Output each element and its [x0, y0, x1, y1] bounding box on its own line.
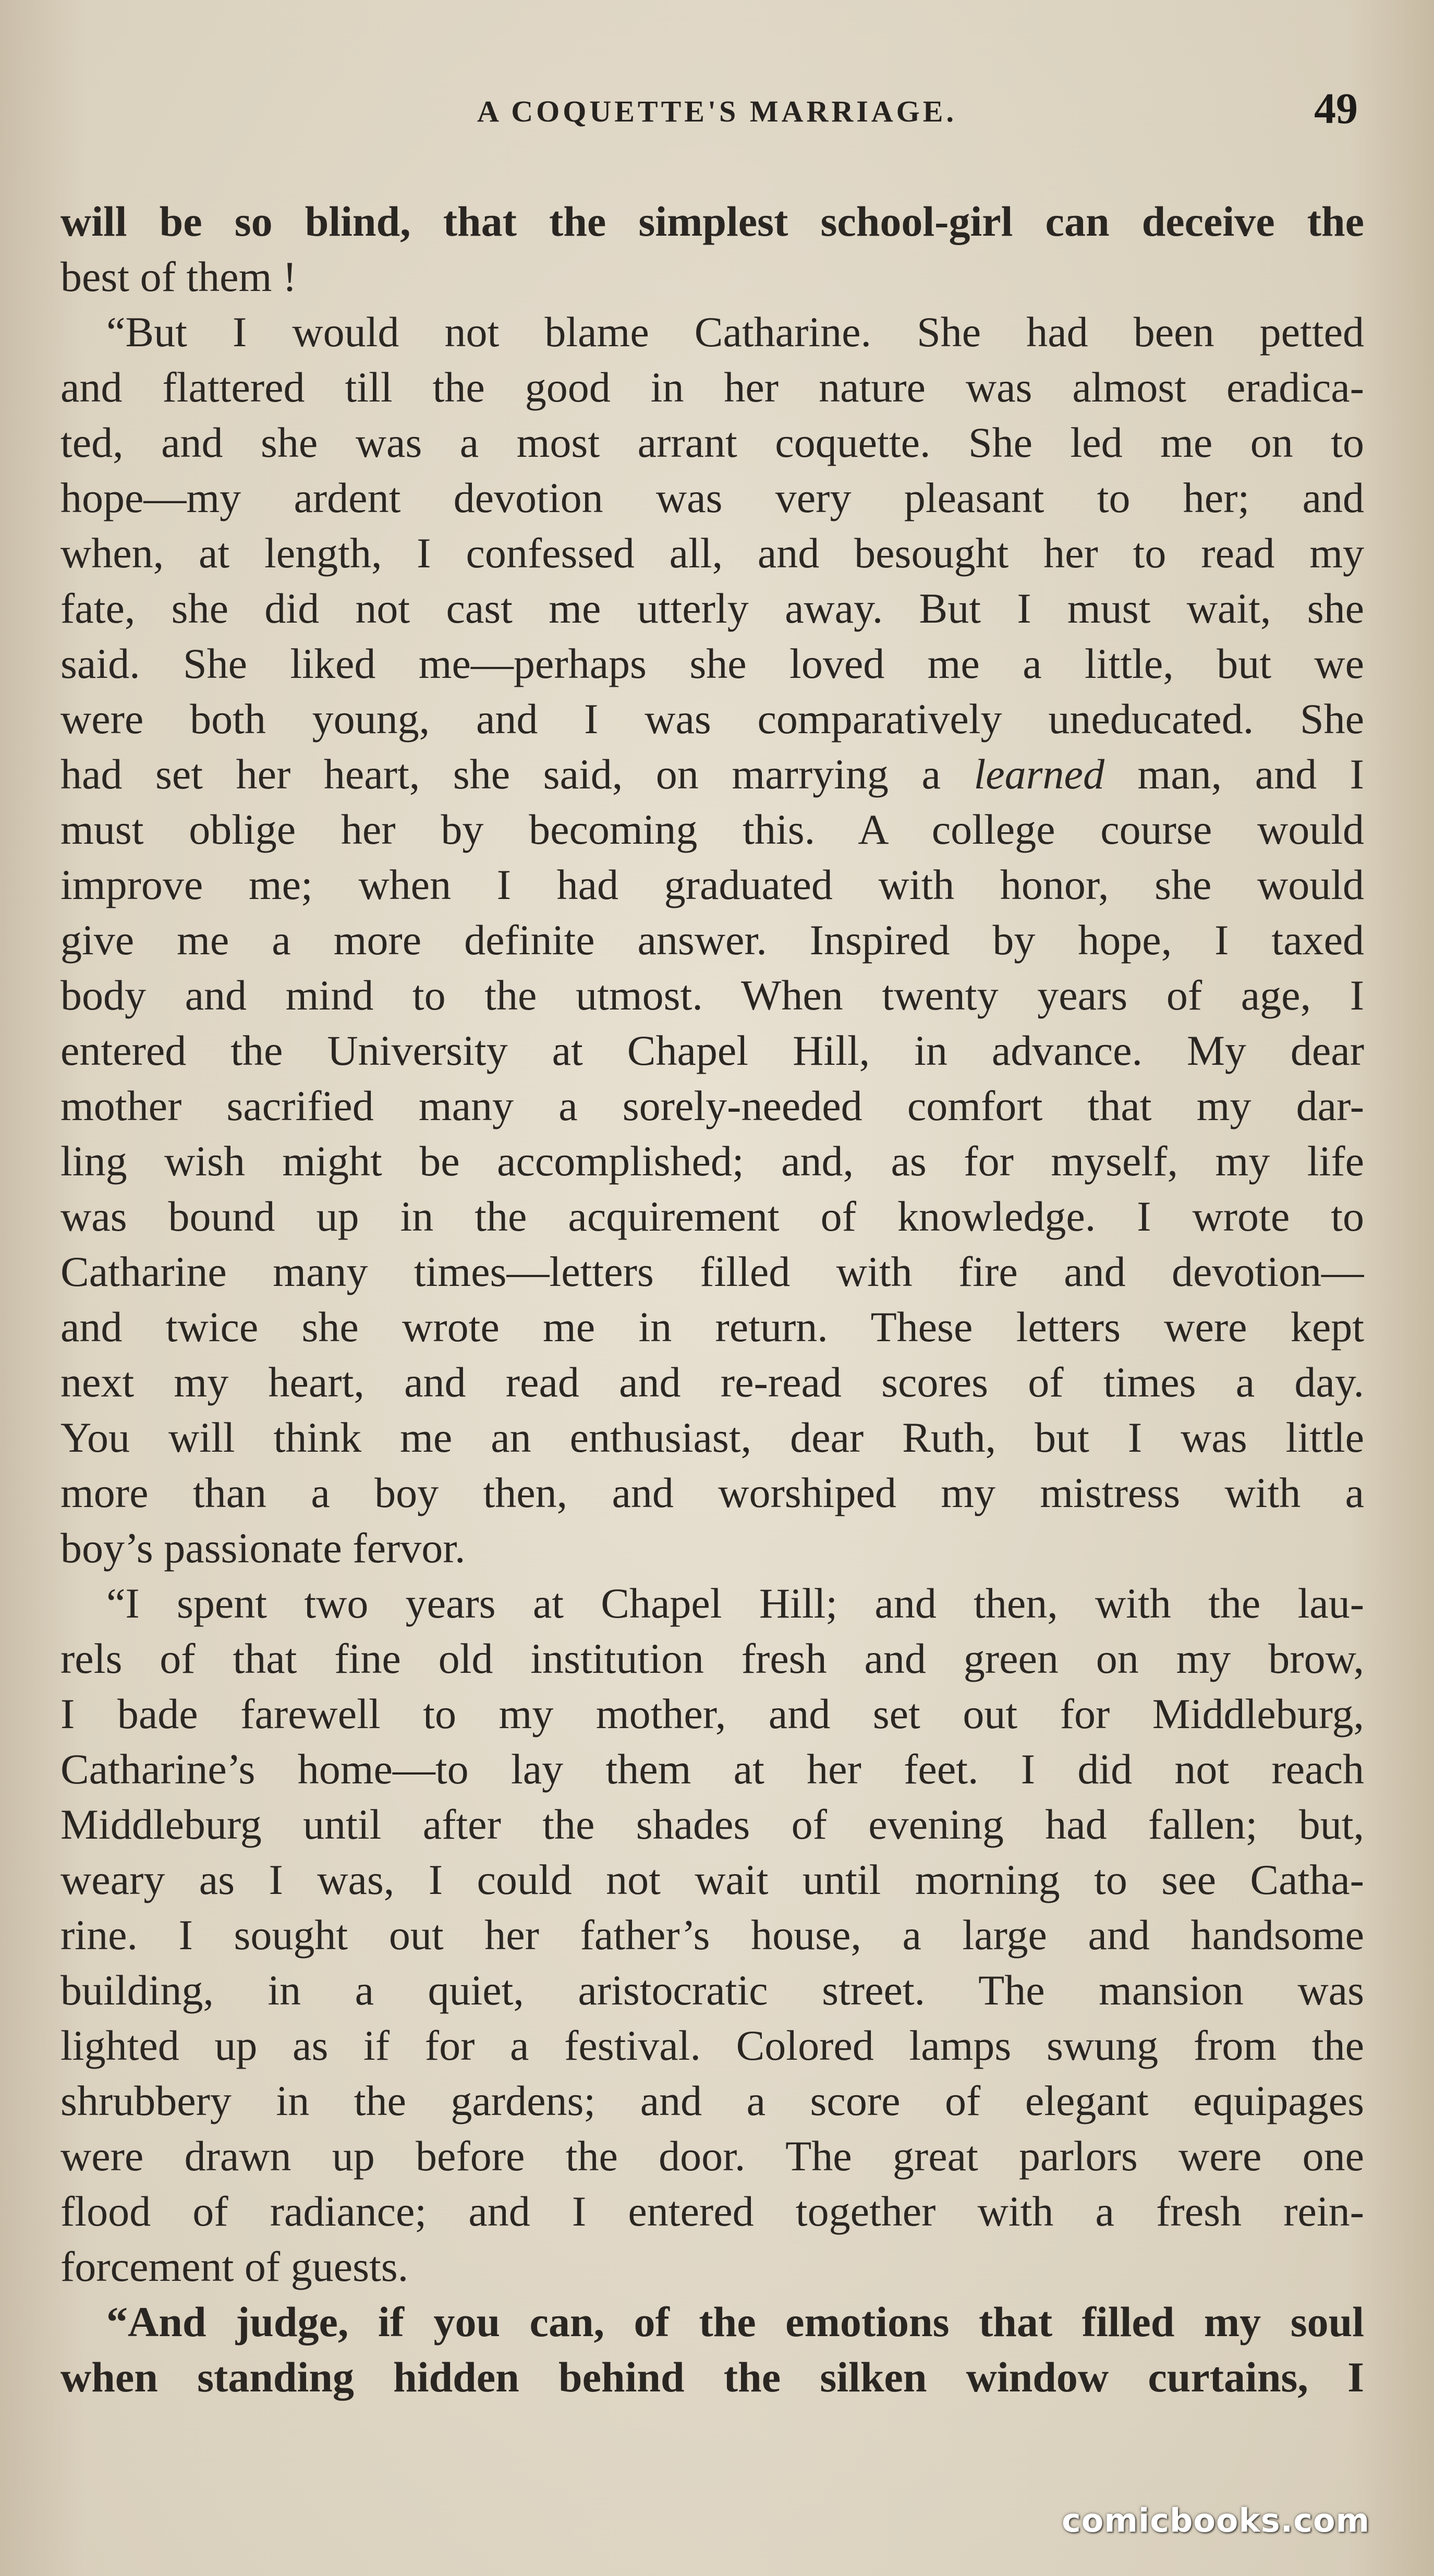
- text-segment: lighted up as if for a festival. Colored lamps swung from the: [60, 2022, 1364, 2069]
- text-segment: building, in a quiet, aristocratic street. The mansion was: [60, 1966, 1364, 2014]
- text-segment: best of them !: [60, 253, 297, 300]
- text-segment: boy’s passionate fervor.: [60, 1524, 466, 1572]
- text-line: [60, 2239, 1364, 2294]
- text-line: [60, 526, 1364, 581]
- text-line: [60, 1023, 1364, 1078]
- text-line: [60, 691, 1364, 747]
- text-segment: weary as I was, I could not wait until morning to see Catha-: [60, 1856, 1364, 1903]
- text-segment: body and mind to the utmost. When twenty years of age, I: [60, 971, 1364, 1019]
- text-line: [60, 1907, 1364, 1963]
- text-segment: were drawn up before the door. The great parlors were one: [60, 2132, 1364, 2180]
- text-segment: “And judge, if you can, of the emotions that filled my soul: [106, 2298, 1364, 2346]
- text-segment: “I spent two years at Chapel Hill; and then, with the lau-: [106, 1579, 1364, 1627]
- text-line: [60, 1686, 1364, 1742]
- text-line: [60, 2129, 1364, 2184]
- text-line: [60, 802, 1364, 857]
- text-segment: fate, she did not cast me utterly away. But I must wait, she: [60, 585, 1364, 632]
- text-segment: more than a boy then, and worshiped my mistress with a: [60, 1469, 1364, 1516]
- text-line: [60, 2018, 1364, 2073]
- text-line: [60, 1797, 1364, 1852]
- text-line: [60, 1852, 1364, 1907]
- text-line: [60, 968, 1364, 1023]
- text-line: [60, 1521, 1364, 1576]
- text-segment: when, at length, I confessed all, and besought her to read my: [60, 529, 1364, 577]
- text-segment: flood of radiance; and I entered together with a fresh rein-: [60, 2188, 1364, 2235]
- text-line: [60, 2294, 1364, 2350]
- text-segment: “But I would not blame Catharine. She had been petted: [106, 308, 1364, 356]
- text-segment: Catharine many times—letters filled with fire and devotion—: [60, 1248, 1364, 1295]
- text-line: [60, 581, 1364, 636]
- text-segment: must oblige her by becoming this. A college course would: [60, 806, 1364, 853]
- text-segment: ling wish might be accomplished; and, as for myself, my life: [60, 1137, 1364, 1185]
- text-segment: give me a more definite answer. Inspired by hope, I taxed: [60, 916, 1364, 964]
- text-line: [60, 1963, 1364, 2018]
- text-segment: I bade farewell to my mother, and set out for Middleburg,: [60, 1690, 1364, 1737]
- text-line: [60, 913, 1364, 968]
- text-line: [60, 1244, 1364, 1299]
- text-segment: will be so blind, that the simplest school-girl: [60, 198, 1046, 245]
- text-line: [60, 2073, 1364, 2129]
- text-line: [60, 1465, 1364, 1521]
- text-segment: Middleburg until after the shades of evening had fallen; but,: [60, 1801, 1364, 1848]
- text-segment: hope—my ardent devotion was very pleasant to her; and: [60, 474, 1364, 521]
- text-line: [60, 194, 1364, 249]
- text-line: [60, 1576, 1364, 1631]
- text-segment: shrubbery in the gardens; and a score of elegant equipages: [60, 2077, 1364, 2124]
- text-line: [60, 470, 1364, 526]
- text-segment: man, and I: [1104, 750, 1364, 798]
- text-line: [60, 1355, 1364, 1410]
- text-line: [60, 1410, 1364, 1465]
- text-line: [60, 857, 1364, 913]
- text-segment: rine. I sought out her father’s house, a large and handsome: [60, 1911, 1364, 1959]
- text-segment: had set her heart, she said, on marrying a: [60, 750, 974, 798]
- text-line: [60, 1189, 1364, 1244]
- text-segment: can deceive the: [1045, 198, 1364, 245]
- text-segment: mother sacrified many a sorely-needed comfort that my dar-: [60, 1082, 1364, 1129]
- running-title: A COQUETTE'S MARRIAGE.: [477, 94, 957, 128]
- text-line: [60, 747, 1364, 802]
- text-segment: and flattered till the good in her nature was almost eradica-: [60, 363, 1364, 411]
- text-line: [60, 1742, 1364, 1797]
- text-line: [60, 360, 1364, 415]
- text-segment: Catharine’s home—to lay them at her feet. I did not reach: [60, 1745, 1364, 1793]
- text-segment: improve me; when I had graduated with honor, she would: [60, 861, 1364, 908]
- italic-word: learned: [974, 750, 1104, 798]
- text-line: [60, 2350, 1364, 2405]
- text-segment: rels of that fine old institution fresh and green on my brow,: [60, 1635, 1364, 1682]
- body-text: [60, 194, 1364, 2405]
- page-number: 49: [1314, 84, 1358, 133]
- text-line: [60, 1134, 1364, 1189]
- text-segment: forcement of guests.: [60, 2243, 409, 2290]
- watermark-logo: comicbooks.com: [1062, 2501, 1370, 2539]
- running-head: [0, 83, 1434, 146]
- text-segment: You will think me an enthusiast, dear Ruth, but I was little: [60, 1414, 1364, 1461]
- text-line: [60, 415, 1364, 470]
- text-line: [60, 249, 1364, 305]
- text-line: [60, 1631, 1364, 1686]
- text-segment: entered the University at Chapel Hill, in advance. My dear: [60, 1027, 1364, 1074]
- text-segment: said. She liked me—perhaps she loved me a little, but we: [60, 640, 1364, 687]
- text-segment: when standing hidden behind the silken window curtains, I: [60, 2353, 1364, 2401]
- text-line: [60, 636, 1364, 691]
- text-line: [60, 2184, 1364, 2239]
- text-segment: next my heart, and read and re-read scores of times a day.: [60, 1358, 1364, 1406]
- text-segment: and twice she wrote me in return. These letters were kept: [60, 1303, 1364, 1351]
- text-line: [60, 1078, 1364, 1134]
- text-line: [60, 305, 1364, 360]
- text-segment: ted, and she was a most arrant coquette. She led me on to: [60, 419, 1364, 466]
- text-line: [60, 1299, 1364, 1355]
- text-segment: was bound up in the acquirement of knowledge. I wrote to: [60, 1193, 1364, 1240]
- text-segment: were both young, and I was comparatively uneducated. She: [60, 695, 1364, 743]
